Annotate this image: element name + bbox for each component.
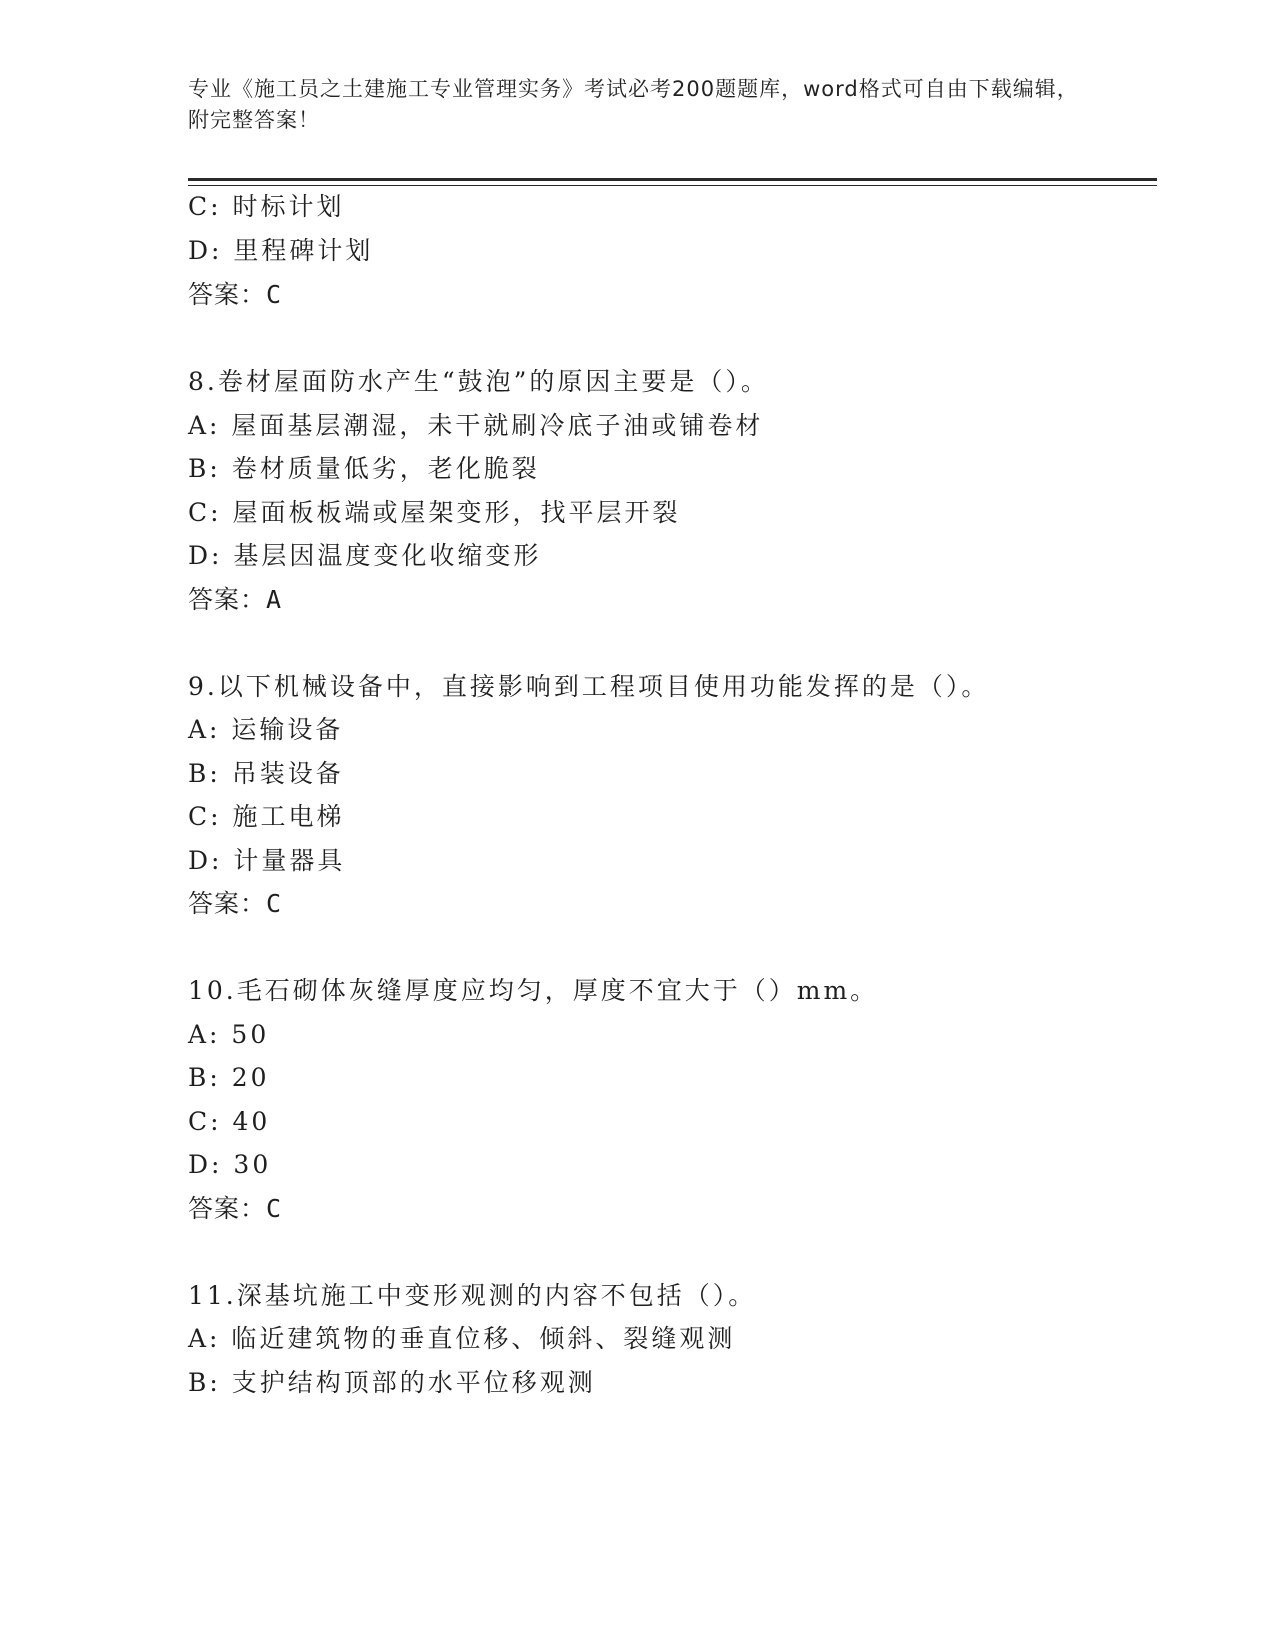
q9-answer	[188, 887, 282, 921]
answer-label: 答案：	[188, 585, 267, 614]
q8-option-a: A: 屋面基层潮湿，未干就刷冷底子油或铺卷材	[188, 411, 764, 440]
q10-option-a: A: 50	[188, 1020, 270, 1049]
q8-answer	[188, 583, 282, 617]
answer-value: C	[266, 889, 283, 918]
q8-option-b: B: 卷材质量低劣，老化脆裂	[188, 454, 540, 483]
header-divider-thin	[188, 185, 1157, 186]
answer-label: 答案：	[188, 280, 267, 309]
q11-option-a: A: 临近建筑物的垂直位移、倾斜、裂缝观测	[188, 1324, 736, 1353]
answer-value: C	[266, 280, 283, 309]
q9-option-c: C: 施工电梯	[188, 802, 345, 831]
answer-value: C	[266, 1194, 283, 1223]
q8-option-d: D: 基层因温度变化收缩变形	[188, 541, 542, 570]
q11-option-b: B: 支护结构顶部的水平位移观测	[188, 1368, 596, 1397]
q9-option-b: B: 吊装设备	[188, 759, 344, 788]
header-divider-thick	[188, 178, 1157, 181]
document-header: 专业《施工员之土建施工专业管理实务》考试必考200题题库，word格式可自由下载编辑，附完整答案！	[188, 77, 1079, 132]
answer-value: A	[266, 585, 283, 614]
q10-option-d: D: 30	[188, 1150, 272, 1179]
q9-option-d: D: 计量器具	[188, 846, 346, 875]
q8-question: 8.卷材屋面防水产生“鼓泡”的原因主要是（）。	[188, 367, 769, 396]
q9-option-a: A: 运输设备	[188, 715, 344, 744]
q10-question: 10.毛石砌体灰缝厚度应均匀，厚度不宜大于（）mm。	[188, 976, 879, 1005]
q10-answer	[188, 1192, 282, 1226]
answer-label: 答案：	[188, 889, 267, 918]
q11-question: 11.深基坑施工中变形观测的内容不包括（）。	[188, 1281, 757, 1310]
q8-option-c: C: 屋面板板端或屋架变形，找平层开裂	[188, 498, 681, 527]
q7-answer	[188, 278, 282, 312]
answer-label: 答案：	[188, 1194, 267, 1223]
q10-option-b: B: 20	[188, 1063, 270, 1092]
q7-option-d: D: 里程碑计划	[188, 236, 374, 265]
q7-option-c: C: 时标计划	[188, 192, 345, 221]
q9-question: 9.以下机械设备中，直接影响到工程项目使用功能发挥的是（）。	[188, 672, 990, 701]
q10-option-c: C: 40	[188, 1107, 271, 1136]
